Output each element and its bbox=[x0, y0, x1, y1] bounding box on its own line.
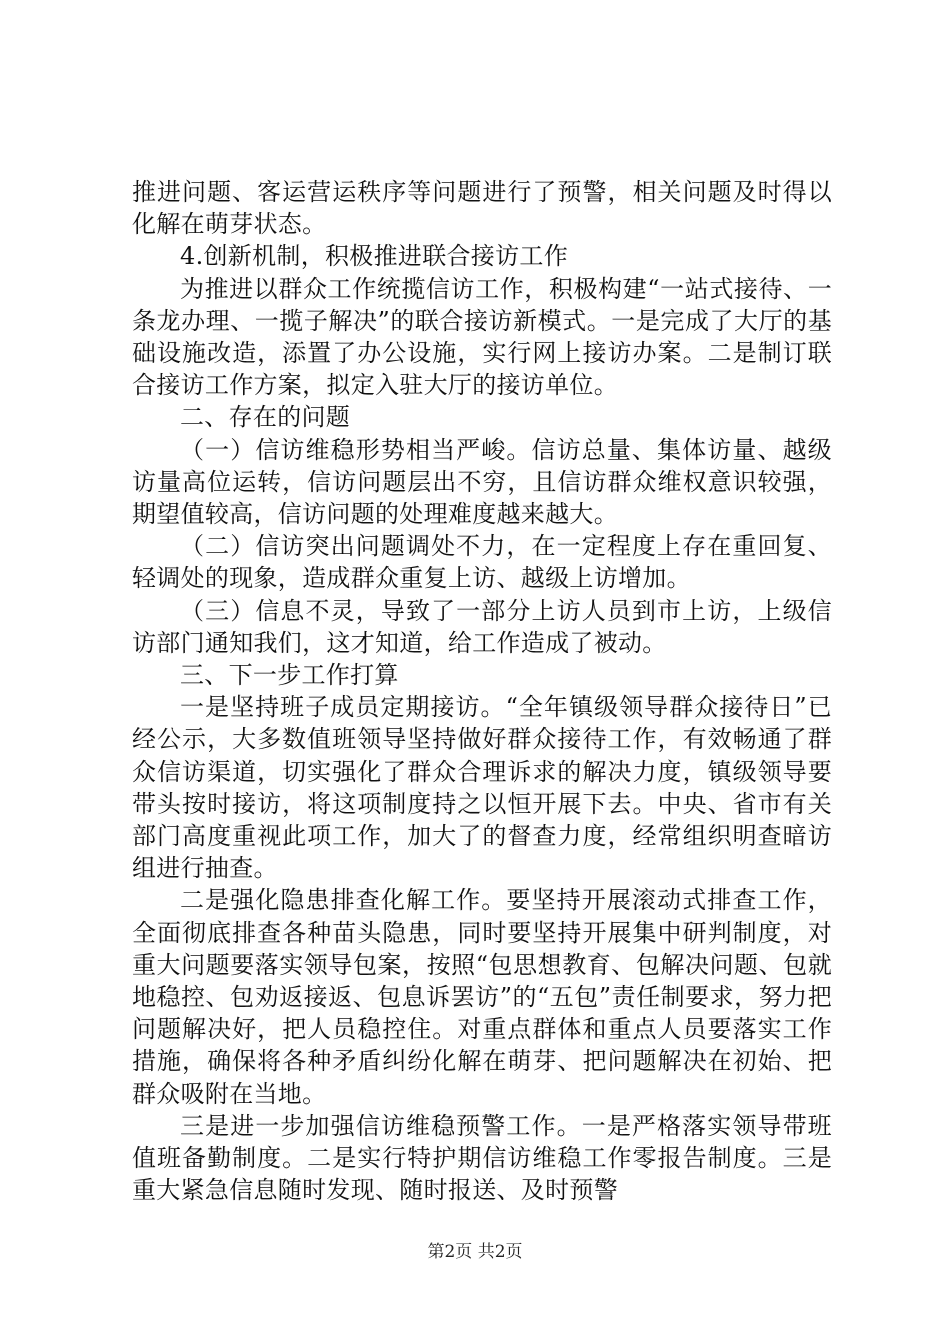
page-footer bbox=[0, 1241, 950, 1263]
paragraph-plan-1: 一是坚持班子成员定期接访。“全年镇级领导群众接待日”已经公示，大多数值班领导坚持做好群众接待工作，有效畅通了群众信访渠道，切实强化了群众合理诉求的解决力度，镇级领导要带头按时接访，将这项制度持之以恒开展下去。中央、省市有关部门高度重视此项工作，加大了的督查力度，经常组织明查暗访组进行抽查。 bbox=[132, 693, 832, 883]
section-heading-problems: 二、存在的问题 bbox=[180, 403, 351, 432]
section-heading-innovation: 4.创新机制，积极推进联合接访工作 bbox=[180, 242, 568, 271]
paragraph-plan-3: 三是进一步加强信访维稳预警工作。一是严格落实领导带班值班备勤制度。二是实行特护期信访维稳工作零报告制度。三是重大紧急信息随时发现、随时报送、及时预警 bbox=[132, 1111, 832, 1205]
paragraph-continuation: 推进问题、客运营运秩序等问题进行了预警，相关问题及时得以化解在萌芽状态。 bbox=[132, 178, 832, 239]
paragraph-problem-1: （一）信访维稳形势相当严峻。信访总量、集体访量、越级访量高位运转，信访问题层出不穷，且信访群众维权意识较强，期望值较高，信访问题的处理难度越来越大。 bbox=[132, 435, 832, 529]
paragraph-joint-reception: 为推进以群众工作统揽信访工作，积极构建“一站式接待、一条龙办理、一揽子解决”的联合接访新模式。一是完成了大厅的基础设施改造，添置了办公设施，实行网上接访办案。二是制订联合接访工作方案，拟定入驻大厅的接访单位。 bbox=[132, 274, 832, 400]
section-heading-next-steps: 三、下一步工作打算 bbox=[180, 661, 399, 690]
page-number-label: 第2页 共2页 bbox=[427, 1242, 523, 1262]
document-body bbox=[132, 176, 832, 1207]
paragraph-problem-2: （二）信访突出问题调处不力，在一定程度上存在重回复、轻调处的现象，造成群众重复上访、越级上访增加。 bbox=[132, 532, 832, 593]
paragraph-problem-3: （三）信息不灵，导致了一部分上访人员到市上访，上级信访部门通知我们，这才知道，给工作造成了被动。 bbox=[132, 596, 832, 657]
paragraph-plan-2: 二是强化隐患排查化解工作。要坚持开展滚动式排查工作，全面彻底排查各种苗头隐患，同时要坚持开展集中研判制度，对重大问题要落实领导包案，按照“包思想教育、包解决问题、包就地稳控、包劝返接返、包息诉罢访”的“五包”责任制要求，努力把问题解决好，把人员稳控住。对重点群体和重点人员要落实工作措施，确保将各种矛盾纠纷化解在萌芽、把问题解决在初始、把群众吸附在当地。 bbox=[132, 886, 832, 1108]
